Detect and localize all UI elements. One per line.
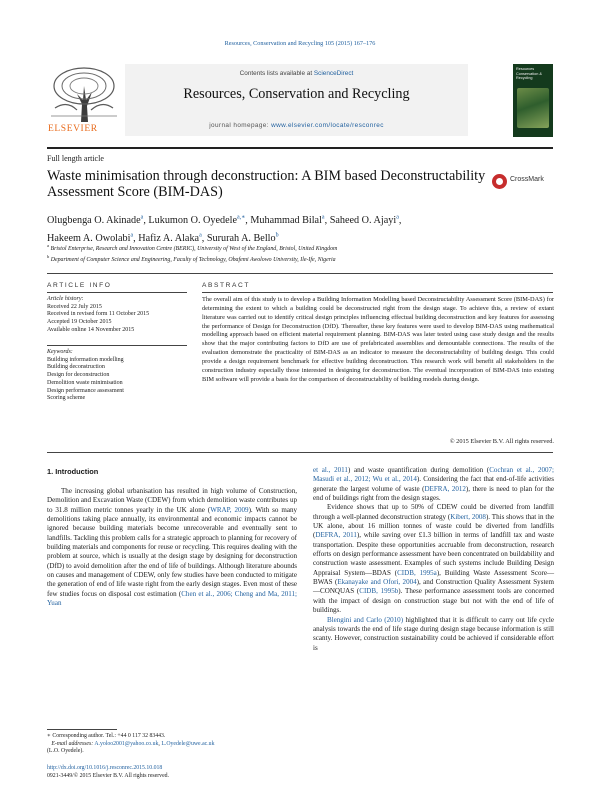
elsevier-wordmark: ELSEVIER	[48, 124, 98, 134]
email-line: E-mail addresses: A.yoloo2001@yahoo.co.uk, L.Oyedele@uwe.ac.uk	[51, 740, 215, 747]
history-label: Article history:	[47, 296, 84, 302]
citation-link[interactable]: WRAP, 2009	[210, 505, 249, 514]
journal-homepage-line	[125, 122, 468, 129]
abstract-copyright: © 2015 Elsevier B.V. All rights reserved.	[449, 438, 554, 445]
affiliation-a: $^a$ Bristol Enterprise, Research and Innovation Centre (BERIC), University of West of the England, Bristol, United Kingdom	[47, 243, 338, 252]
history-received: Received 22 July 2015	[47, 303, 102, 310]
crossmark-label: CrossMark	[510, 176, 544, 183]
citation-link[interactable]: Cochran et al., 2007; Masudi et al., 2012; Wu et al., 2014	[313, 466, 554, 484]
author-3[interactable]: Muhammad Bilal$^a$,	[250, 215, 330, 227]
citation-link[interactable]: DEFRA, 2011	[315, 531, 357, 540]
keyword: Design performance assessment	[47, 387, 124, 394]
intro-paragraph-1-cont: et al., 2011) and waste quantification during demolition (Cochran et al., 2007; Masudi et al., 2012; Wu et al., 2014). Considering the fact that end-of-life activities generate the largest volume of waste (DEFRA, 2012), there is need to plan for the end of buildings right from the design stages.	[313, 466, 554, 503]
article-info-rule	[47, 292, 187, 293]
abstract-heading: ABSTRACT	[202, 282, 250, 289]
cover-title: Resources Conservation & Recycling	[516, 67, 542, 81]
homepage-link[interactable]: www.elsevier.com/locate/resconrec	[271, 122, 384, 129]
masthead-center-panel	[125, 64, 468, 136]
doi-link[interactable]: http://dx.doi.org/10.1016/j.resconrec.2015.10.018	[47, 765, 163, 771]
doi-block	[47, 765, 297, 781]
footnote-rule	[47, 729, 117, 730]
author-5[interactable]: Hakeem A. Owolabi$^a$,	[47, 232, 139, 244]
journal-masthead	[47, 64, 553, 140]
citation-link[interactable]: et al., 2011	[313, 466, 348, 474]
citation-link[interactable]: Kibert, 2008	[450, 512, 486, 521]
journal-name: Resources, Conservation and Recycling	[183, 86, 410, 102]
intro-paragraph-2: Evidence shows that up to 50% of CDEW could be diverted from landfill through a well-planned deconstruction strategy (Kibert, 2008). This shows that in the UK alone, about 16 million tonnes of waste could be diverted from landfills (DEFRA, 2011), while saving over £1.3 billion in terms of landfill tax and waste transportation. Despite these opportunities accruable from deconstruction, research efforts on design performance assessment have been concentrated on buildability and construction waste assessment. Examples of such systems include Building Design Appraisal System—BDAS (CIDB, 1995a), Building Waste Assessment Score—BWAS (Ekanayake and Ofori, 2004), and Construction Quality Assessment System—CONQUAS (CIDB, 1995b). These performance assessment tools are concerned with the impact of design on construction stage but not with the end of life of buildings.	[313, 503, 555, 615]
email-link-2[interactable]: L.Oyedele@uwe.ac.uk	[161, 740, 215, 747]
history-keywords-rule	[47, 345, 187, 346]
email-link-1[interactable]: A.yoloo2001@yahoo.co.uk	[94, 740, 159, 747]
affiliations	[47, 242, 553, 264]
keyword: Building information modelling	[47, 356, 124, 363]
intro-paragraph-1: The increasing global urbanisation has resulted in high volume of Construction, Demolition and Excavation Waste (CDEW) from which demolition waste contributes up to 31.8 million metric tonnes yearly in the UK alone (WRAP, 2009). With so many demolitions taking place annually, its environmental and economic impacts cannot be ignored because building materials become unrecoverable and eventually sent to landfills. Tackling this problem calls for a strategic approach to planning for recovery of building materials and components for reuse or recycling. This requires dealing with the problem at source, which is usually at the design stage by designing for deconstruction (DfD) to avoid demolition after the end of life of buildings. Although literature abounds on causes and management of CDEW, only few studies have been conducted to mitigate the generation of end of life waste right from the early design stages. Even most of these few studies focus on disposal cost estimation (Chen et al., 2006; Cheng and Ma, 2011; Yuan	[47, 487, 298, 608]
section-heading-introduction: 1. Introduction	[47, 467, 99, 476]
affil-divider	[47, 273, 553, 274]
abstract-rule	[202, 292, 553, 293]
history-online: Available online 14 November 2015	[47, 326, 135, 333]
article-type: Full length article	[47, 154, 104, 163]
homepage-prefix: journal homepage:	[209, 122, 269, 129]
article-title: Waste minimisation through deconstruction: A BIM based Deconstructability Assessment Score (BIM-DAS)	[47, 168, 486, 201]
tree-icon	[47, 64, 121, 124]
author-7[interactable]: Sururah A. Bello$^b$	[206, 232, 279, 244]
footnotes	[47, 733, 297, 756]
issn-line: 0921-3449/© 2015 Elsevier B.V. All rights reserved.	[47, 772, 169, 779]
keyword: Building deconstruction	[47, 364, 105, 371]
author-6[interactable]: Hafiz A. Alaka$^a$,	[138, 232, 207, 244]
history-revised: Received in revised form 11 October 2015	[47, 311, 150, 318]
abstract-text: The overall aim of this study is to develop a Building Information Modelling based Deconstructability Assessment Score (BIM-DAS) for determining the extent to which a building could be deconstructed right from the design stage. To achieve this, a review of extant literature was carried out to identify critical design principles influencing effectual building deconstruction and key features for assessing the performance of Design for Deconstruction (DfD). Thereafter, these key features were used to develop BIM-DAS using mathematical modelling approach based on efficient material requirement planning. BIM-DAS was later tested using case study design and the results show that the major contributing factors to DfD are use of prefabricated assemblies and demountable connections. The results of the evaluation demonstrate the practicality of BIM-DAS as an indicator to measure the deconstructability of building design. This could provide a design requirement benchmark for effective building deconstruction. This research work will benefit all stakeholders in the construction industry especially those interested in designing for deconstruction. The eventual incorporation of BIM-DAS into existing BIM software will provide a basis for the comparison of deconstructability of building models during design.	[202, 296, 554, 383]
keywords-label: Keywords:	[47, 349, 73, 355]
journal-citation-line[interactable]: Resources, Conservation and Recycling 105 (2015) 167–176	[224, 40, 376, 47]
sciencedirect-link[interactable]: ScienceDirect	[313, 70, 354, 77]
citation-link[interactable]: CIDB, 1995a	[397, 568, 437, 577]
citation-link[interactable]: CIDB, 1995b	[359, 587, 399, 596]
intro-paragraph-3: Blengini and Carlo (2010) highlighted that it is difficult to carry out life cycle analysis towards the end of life stage during design stage because information is still scanty. However, construction sustainability could be achieved if considerable effort is	[313, 615, 554, 652]
citation-link[interactable]: Chen et al., 2006; Cheng and Ma, 2011; Yuan	[47, 589, 297, 608]
corresponding-author-note: ∗ Corresponding author. Tel.: +44 0 117 32 83443.	[47, 733, 166, 739]
citation-link[interactable]: DEFRA, 2012	[424, 484, 466, 493]
header-divider	[47, 147, 553, 149]
history-accepted: Accepted 19 October 2015	[47, 319, 112, 326]
crossmark-icon	[492, 174, 507, 189]
article-history	[47, 296, 187, 335]
email-owner: (L.O. Oyedele).	[47, 748, 84, 755]
contents-prefix: Contents lists available at	[239, 70, 313, 77]
citation-link[interactable]: Blengini and Carlo (2010)	[327, 615, 404, 624]
intro-right-column	[313, 466, 554, 653]
keyword: Scoring scheme	[47, 395, 86, 402]
keyword: Design for deconstruction	[47, 372, 110, 379]
author-1[interactable]: Olugbenga O. Akinade$^a$,	[47, 215, 149, 227]
keywords	[47, 349, 187, 403]
citation-link[interactable]: Ekanayake and Ofori, 2004	[337, 578, 417, 587]
intro-left-column	[47, 487, 297, 608]
crossmark-badge[interactable]	[492, 173, 554, 191]
abstract-bottom-rule	[47, 452, 553, 453]
contents-available-line	[125, 70, 468, 77]
affiliation-b: $^b$ Department of Computer Science and Engineering, Faculty of Technology, Obafemi Awolowo University, Ile-Ife, Nigeria	[47, 253, 336, 263]
author-4[interactable]: Saheed O. Ajayi$^a$,	[329, 215, 402, 227]
author-list	[47, 211, 553, 246]
elsevier-tree-logo	[47, 64, 121, 136]
journal-cover-thumbnail[interactable]	[513, 64, 553, 137]
author-2[interactable]: Lukumon O. Oyedele$^{a,∗}$,	[148, 215, 251, 227]
article-info-heading: ARTICLE INFO	[47, 282, 112, 289]
cover-image	[517, 88, 549, 128]
keyword: Demolition waste minimisation	[47, 379, 123, 386]
